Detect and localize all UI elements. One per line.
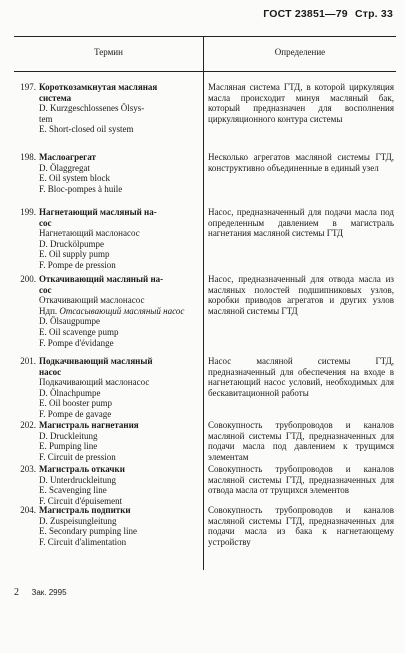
entry-number: 201. <box>20 356 36 366</box>
definition-text: Совокупность трубопроводов и каналов масляной системы ГТД, предназначенных для подачи масла из бака к нагнетающему устройству <box>208 505 394 547</box>
entry-number: 198. <box>20 152 36 162</box>
term-title: Откачивающий масляный на- <box>39 274 164 284</box>
term-title-cont: насос <box>39 366 62 377</box>
term-title: Короткозамкнутая масляная <box>39 82 158 92</box>
term-cell <box>14 356 197 420</box>
term-cell <box>14 464 197 506</box>
definition-text: Совокупность трубопроводов и каналов масляной системы ГТД, предназначенных для подачи масла под давлением к трущимся элементам <box>208 420 394 462</box>
term-synonym: Откачивающий маслонасос <box>39 295 145 306</box>
term-title-cont: система <box>39 92 72 103</box>
foreign-en: E. Oil system block <box>39 173 110 184</box>
foreign-fr: F. Bloc-pompes à huile <box>39 183 123 194</box>
foreign-de-cont: tem <box>39 113 53 124</box>
definition-text: Совокупность трубопроводов и каналов масляной системы ГТД, предназначенных для отвода масла от трущихся элементов <box>208 464 394 496</box>
foreign-de: D. Unterdruckleitung <box>39 474 116 485</box>
footer-page-number: 2 <box>14 587 19 598</box>
foreign-en: E. Pumping line <box>39 441 98 452</box>
foreign-en: E. Oil supply pump <box>39 249 110 260</box>
term-title: Магистраль подпитки <box>39 505 131 515</box>
foreign-en: E. Scavenging line <box>39 485 107 496</box>
term-cell <box>14 82 197 135</box>
term-title: Подкачивающий масляный <box>39 356 153 366</box>
definition-text: Насос, предназначенный для отвода масла из масляных полостей подшипниковых узлов, коробки приводов агрегатов и других узлов масляной системы ГТД <box>208 274 394 316</box>
definition-text: Масляная система ГТД, в которой циркуляция масла происходит минуя масляный бак, который предназначен для восполнения циркуляционного контура системы <box>208 82 394 124</box>
page-header <box>263 8 393 20</box>
foreign-fr: F. Circuit d'épuisement <box>39 495 123 506</box>
definition-text: Насос масляной системы ГТД, предназначенный для обеспечения на входе в нагнетающий насос условий, необходимых для бескавитационной работы <box>208 356 394 398</box>
foreign-en: E. Oil scavenge pump <box>39 326 119 337</box>
foreign-fr: F. Circuit de pression <box>39 451 116 462</box>
term-cell <box>14 152 197 194</box>
foreign-de: D. Druckleitung <box>39 430 98 441</box>
column-header-term: Термин <box>94 47 123 57</box>
foreign-fr: F. Pompe de pression <box>39 259 116 270</box>
definition-text: Несколько агрегатов масляной системы ГТД, конструктивно объединенные в единый узел <box>208 152 394 173</box>
foreign-fr: F. Pompe de gavage <box>39 408 112 419</box>
term-title-cont: сос <box>39 284 52 295</box>
term-cell <box>14 274 197 348</box>
term-cell <box>14 420 197 462</box>
term-cell <box>14 207 197 271</box>
foreign-de: D. Ölsaugpumpe <box>39 316 100 327</box>
foreign-de: D. Druckölpumpe <box>39 238 104 249</box>
gost-number: ГОСТ 23851—79 <box>263 8 348 20</box>
footer-order-number: Зак. 2995 <box>31 588 67 597</box>
foreign-fr: F. Circuit d'alimentation <box>39 536 127 547</box>
foreign-de: D. Kurzgeschlossenes Ölsys- <box>39 103 145 114</box>
page-footer <box>14 587 67 598</box>
foreign-fr: F. Pompe d'évidange <box>39 337 114 348</box>
foreign-en: E. Short-closed oil system <box>39 124 134 135</box>
term-title: Магистраль нагнетания <box>39 420 139 430</box>
entry-number: 200. <box>20 274 36 284</box>
foreign-en: E. Oil booster pump <box>39 398 112 409</box>
term-title-cont: сос <box>39 217 52 228</box>
term-cell <box>14 505 197 547</box>
term-synonym: Нагнетающий маслонасос <box>39 228 140 239</box>
foreign-de: D. Ölnachpumpe <box>39 387 101 398</box>
column-header-definition: Определение <box>274 47 326 57</box>
ndp-term: Отсасывающий масляный насос <box>59 305 185 316</box>
term-synonym: Подкачивающий маслонасос <box>39 377 150 388</box>
ndp-label: Ндп. <box>39 305 58 316</box>
foreign-de: D. Zuspeisungleitung <box>39 515 117 526</box>
term-title: Нагнетающий масляный на- <box>39 207 157 217</box>
column-divider <box>203 70 204 570</box>
entry-number: 202. <box>20 420 36 430</box>
foreign-de: D. Ölaggregat <box>39 162 90 173</box>
term-title: Маслоагрегат <box>39 152 96 162</box>
page-label: Стр. 33 <box>354 8 393 20</box>
entry-number: 204. <box>20 505 36 515</box>
foreign-en: E. Secondary pumping line <box>39 526 137 537</box>
entry-number: 199. <box>20 207 36 217</box>
table-header <box>14 36 396 72</box>
entry-number: 203. <box>20 464 36 474</box>
definition-text: Насос, предназначенный для подачи масла под определенным давлением в магистраль нагнетания масляной системы ГТД <box>208 207 394 239</box>
deprecated-term <box>14 306 197 317</box>
term-title: Магистраль откачки <box>39 464 125 474</box>
entry-number: 197. <box>20 82 36 92</box>
